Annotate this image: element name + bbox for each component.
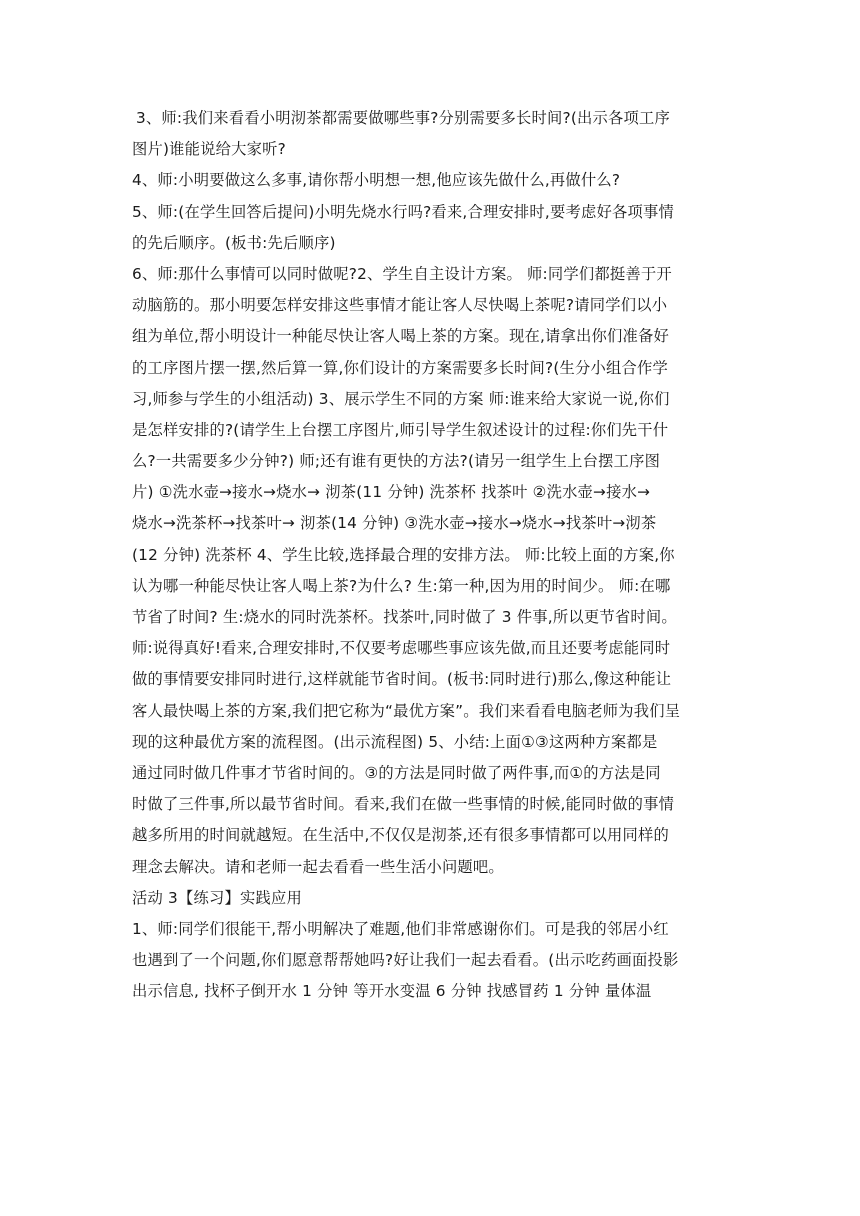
text-line: 理念去解决。请和老师一起去看看一些生活小问题吧。 [132,857,504,876]
text-line: 客人最快喝上茶的方案,我们把它称为“最优方案”。我们来看看电脑老师为我们呈 [132,701,681,720]
text-line: 的先后顺序。(板书:先后顺序) [132,233,336,252]
text-line: 的工序图片摆一摆,然后算一算,你们设计的方案需要多长时间?(生分小组合作学 [132,358,669,377]
text-line: 现的这种最优方案的流程图。(出示流程图) 5、小结:上面①③这两种方案都是 [132,732,658,751]
text-line: 越多所用的时间就越短。在生活中,不仅仅是沏茶,还有很多事情都可以用同样的 [132,826,670,845]
text-line: 时做了三件事,所以最节省时间。看来,我们在做一些事情的时候,能同时做的事情 [132,795,675,814]
text-line: 动脑筋的。那小明要怎样安排这些事情才能让客人尽快喝上茶呢?请同学们以小 [132,296,668,315]
text-line: 也遇到了一个问题,你们愿意帮帮她吗?好让我们一起去看看。(出示吃药画面投影 [132,951,679,970]
text-line: 1、师:同学们很能干,帮小明解决了难题,他们非常感谢你们。可是我的邻居小红 [132,919,669,938]
text-line: (12 分钟) 洗茶杯 4、学生比较,选择最合理的安排方法。 师:比较上面的方案,你 [132,545,675,564]
text-line: 组为单位,帮小明设计一种能尽快让客人喝上茶的方案。现在,请拿出你们准备好 [132,327,670,346]
text-line: 是怎样安排的?(请学生上台摆工序图片,师引导学生叙述设计的过程:你们先干什 [132,420,669,439]
text-line: 片) ①洗水壶→接水→烧水→ 沏茶(11 分钟) 洗茶杯 找茶叶 ②洗水壶→接水→ [132,483,651,502]
text-line: 5、师:(在学生回答后提问)小明先烧水行吗?看来,合理安排时,要考虑好各项事情 [132,202,674,221]
text-line: 通过同时做几件事才节省时间的。③的方法是同时做了两件事,而①的方法是同 [132,763,661,782]
text-line: 3、师:我们来看看小明沏茶都需要做哪些事?分别需要多长时间?(出示各项工序 [136,109,670,127]
section-heading: 活动 3【练习】实践应用 [132,888,302,907]
text-line: 做的事情要安排同时进行,这样就能节省时间。(板书:同时进行)那么,像这种能让 [132,670,672,689]
text-line: 6、师:那什么事情可以同时做呢?2、学生自主设计方案。 师:同学们都挺善于开 [132,264,672,283]
text-line: 4、师:小明要做这么多事,请你帮小明想一想,他应该先做什么,再做什么? [132,171,621,190]
text-line: 认为哪一种能尽快让客人喝上茶?为什么? 生:第一种,因为用的时间少。 师:在哪 [132,576,671,595]
text-line: 节省了时间? 生:烧水的同时洗茶杯。找茶叶,同时做了 3 件事,所以更节省时间。 [132,608,677,626]
text-line: 师:说得真好!看来,合理安排时,不仅要考虑哪些事应该先做,而且还要考虑能同时 [132,639,671,658]
text-line: 习,师参与学生的小组活动) 3、展示学生不同的方案 师:谁来给大家说一说,你们 [132,389,670,408]
document-body [132,103,732,1007]
text-line: 图片)谁能说给大家听? [132,140,286,159]
text-line: 烧水→洗茶杯→找茶叶→ 沏茶(14 分钟) ③洗水壶→接水→烧水→找茶叶→沏茶 [132,514,657,533]
text-line: 么?一共需要多少分钟?) 师;还有谁有更快的方法?(请另一组学生上台摆工序图 [132,452,661,471]
text-line: 出示信息, 找杯子倒开水 1 分钟 等开水变温 6 分钟 找感冒药 1 分钟 量体温 [132,982,652,1001]
